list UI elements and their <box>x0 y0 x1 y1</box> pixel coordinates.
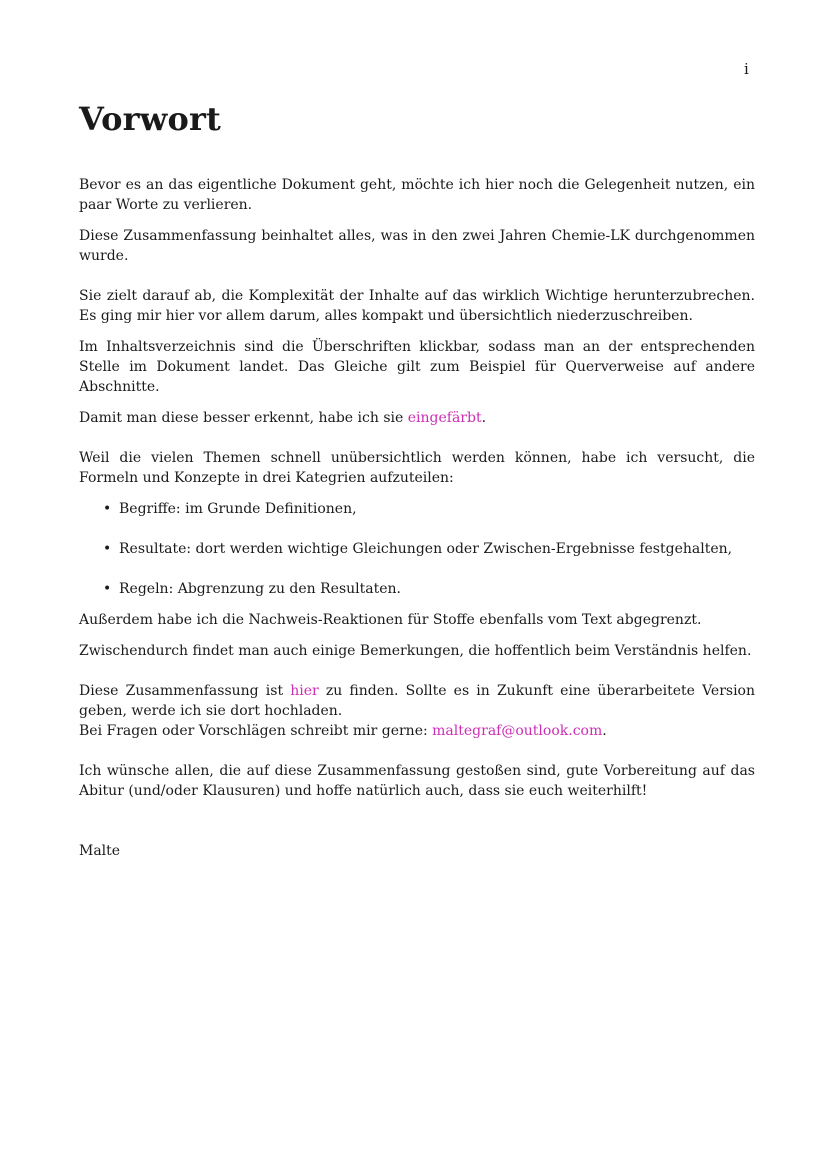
list-item <box>103 539 755 559</box>
paragraph-goal: Sie zielt darauf ab, die Komplexität der Inhalte auf das wirklich Wichtige herunterzubrechen. Es ging mir hier vor allem darum, alles kompakt und übersichtlich niederzuschreiben. <box>79 288 755 324</box>
download-link[interactable]: hier <box>290 683 319 699</box>
paragraph-categories-intro: Weil die vielen Themen schnell unübersichtlich werden können, habe ich versucht, die Formeln und Konzepte in drei Kategrien aufzuteilen: <box>79 450 755 486</box>
bullet-icon: • <box>103 581 112 597</box>
paragraph-download-rest: zu finden. Sollte es in Zukunft eine überarbeitete Version geben, werde ich sie dort hochladen. <box>79 683 755 719</box>
bullet-icon: • <box>103 541 112 557</box>
list-item-text: Regeln: Abgrenzung zu den Resultaten. <box>119 581 401 597</box>
paragraph-download-text: Diese Zusammenfassung ist <box>79 683 291 699</box>
paragraph-remarks: Zwischendurch findet man auch einige Bemerkungen, die hoffentlich beim Verständnis helfen. <box>79 643 752 659</box>
paragraph-colored-links-end: . <box>481 410 487 426</box>
paragraph-wishes: Ich wünsche allen, die auf diese Zusammenfassung gestoßen sind, gute Vorbereitung auf das Abitur (und/oder Klausuren) und hoffe natürlich auch, dass sie euch weiterhilft! <box>79 763 755 799</box>
page-number: i <box>744 60 749 78</box>
paragraph-colored-links-text: Damit man diese besser erkennt, habe ich sie <box>79 410 408 426</box>
colored-example-link[interactable]: eingefärbt <box>407 410 482 426</box>
bullet-icon: • <box>103 501 112 517</box>
page-title: Vorwort <box>79 100 222 138</box>
signature: Malte <box>79 843 121 859</box>
list-item <box>103 499 755 519</box>
body-text <box>79 175 755 861</box>
paragraph-download <box>79 681 755 741</box>
list-item <box>103 579 755 599</box>
paragraph-navigation: Im Inhaltsverzeichnis sind die Überschriften klickbar, sodass man an der entsprechenden Stelle im Dokument landet. Das Gleiche gilt zum Beispiel für Querverweise auf andere Abschnitte. <box>79 339 755 395</box>
paragraph-scope: Diese Zusammenfassung beinhaltet alles, was in den zwei Jahren Chemie-LK durchgenommen wurde. <box>79 228 755 264</box>
paragraph-reactions: Außerdem habe ich die Nachweis-Reaktionen für Stoffe ebenfalls vom Text abgegrenzt. <box>79 612 702 628</box>
paragraph-colored-links <box>79 408 755 428</box>
paragraph-contact-text: Bei Fragen oder Vorschlägen schreibt mir gerne: <box>79 723 433 739</box>
paragraph-contact-end: . <box>602 723 607 739</box>
list-item-text: Resultate: dort werden wichtige Gleichungen oder Zwischen-Ergebnisse festgehalten, <box>119 541 733 557</box>
list-item-text: Begriffe: im Grunde Definitionen, <box>119 501 357 517</box>
email-link[interactable]: maltegraf@outlook.com <box>432 723 603 739</box>
categories-list <box>79 499 755 599</box>
paragraph-intro: Bevor es an das eigentliche Dokument geht, möchte ich hier noch die Gelegenheit nutzen, ein paar Worte zu verlieren. <box>79 177 755 213</box>
